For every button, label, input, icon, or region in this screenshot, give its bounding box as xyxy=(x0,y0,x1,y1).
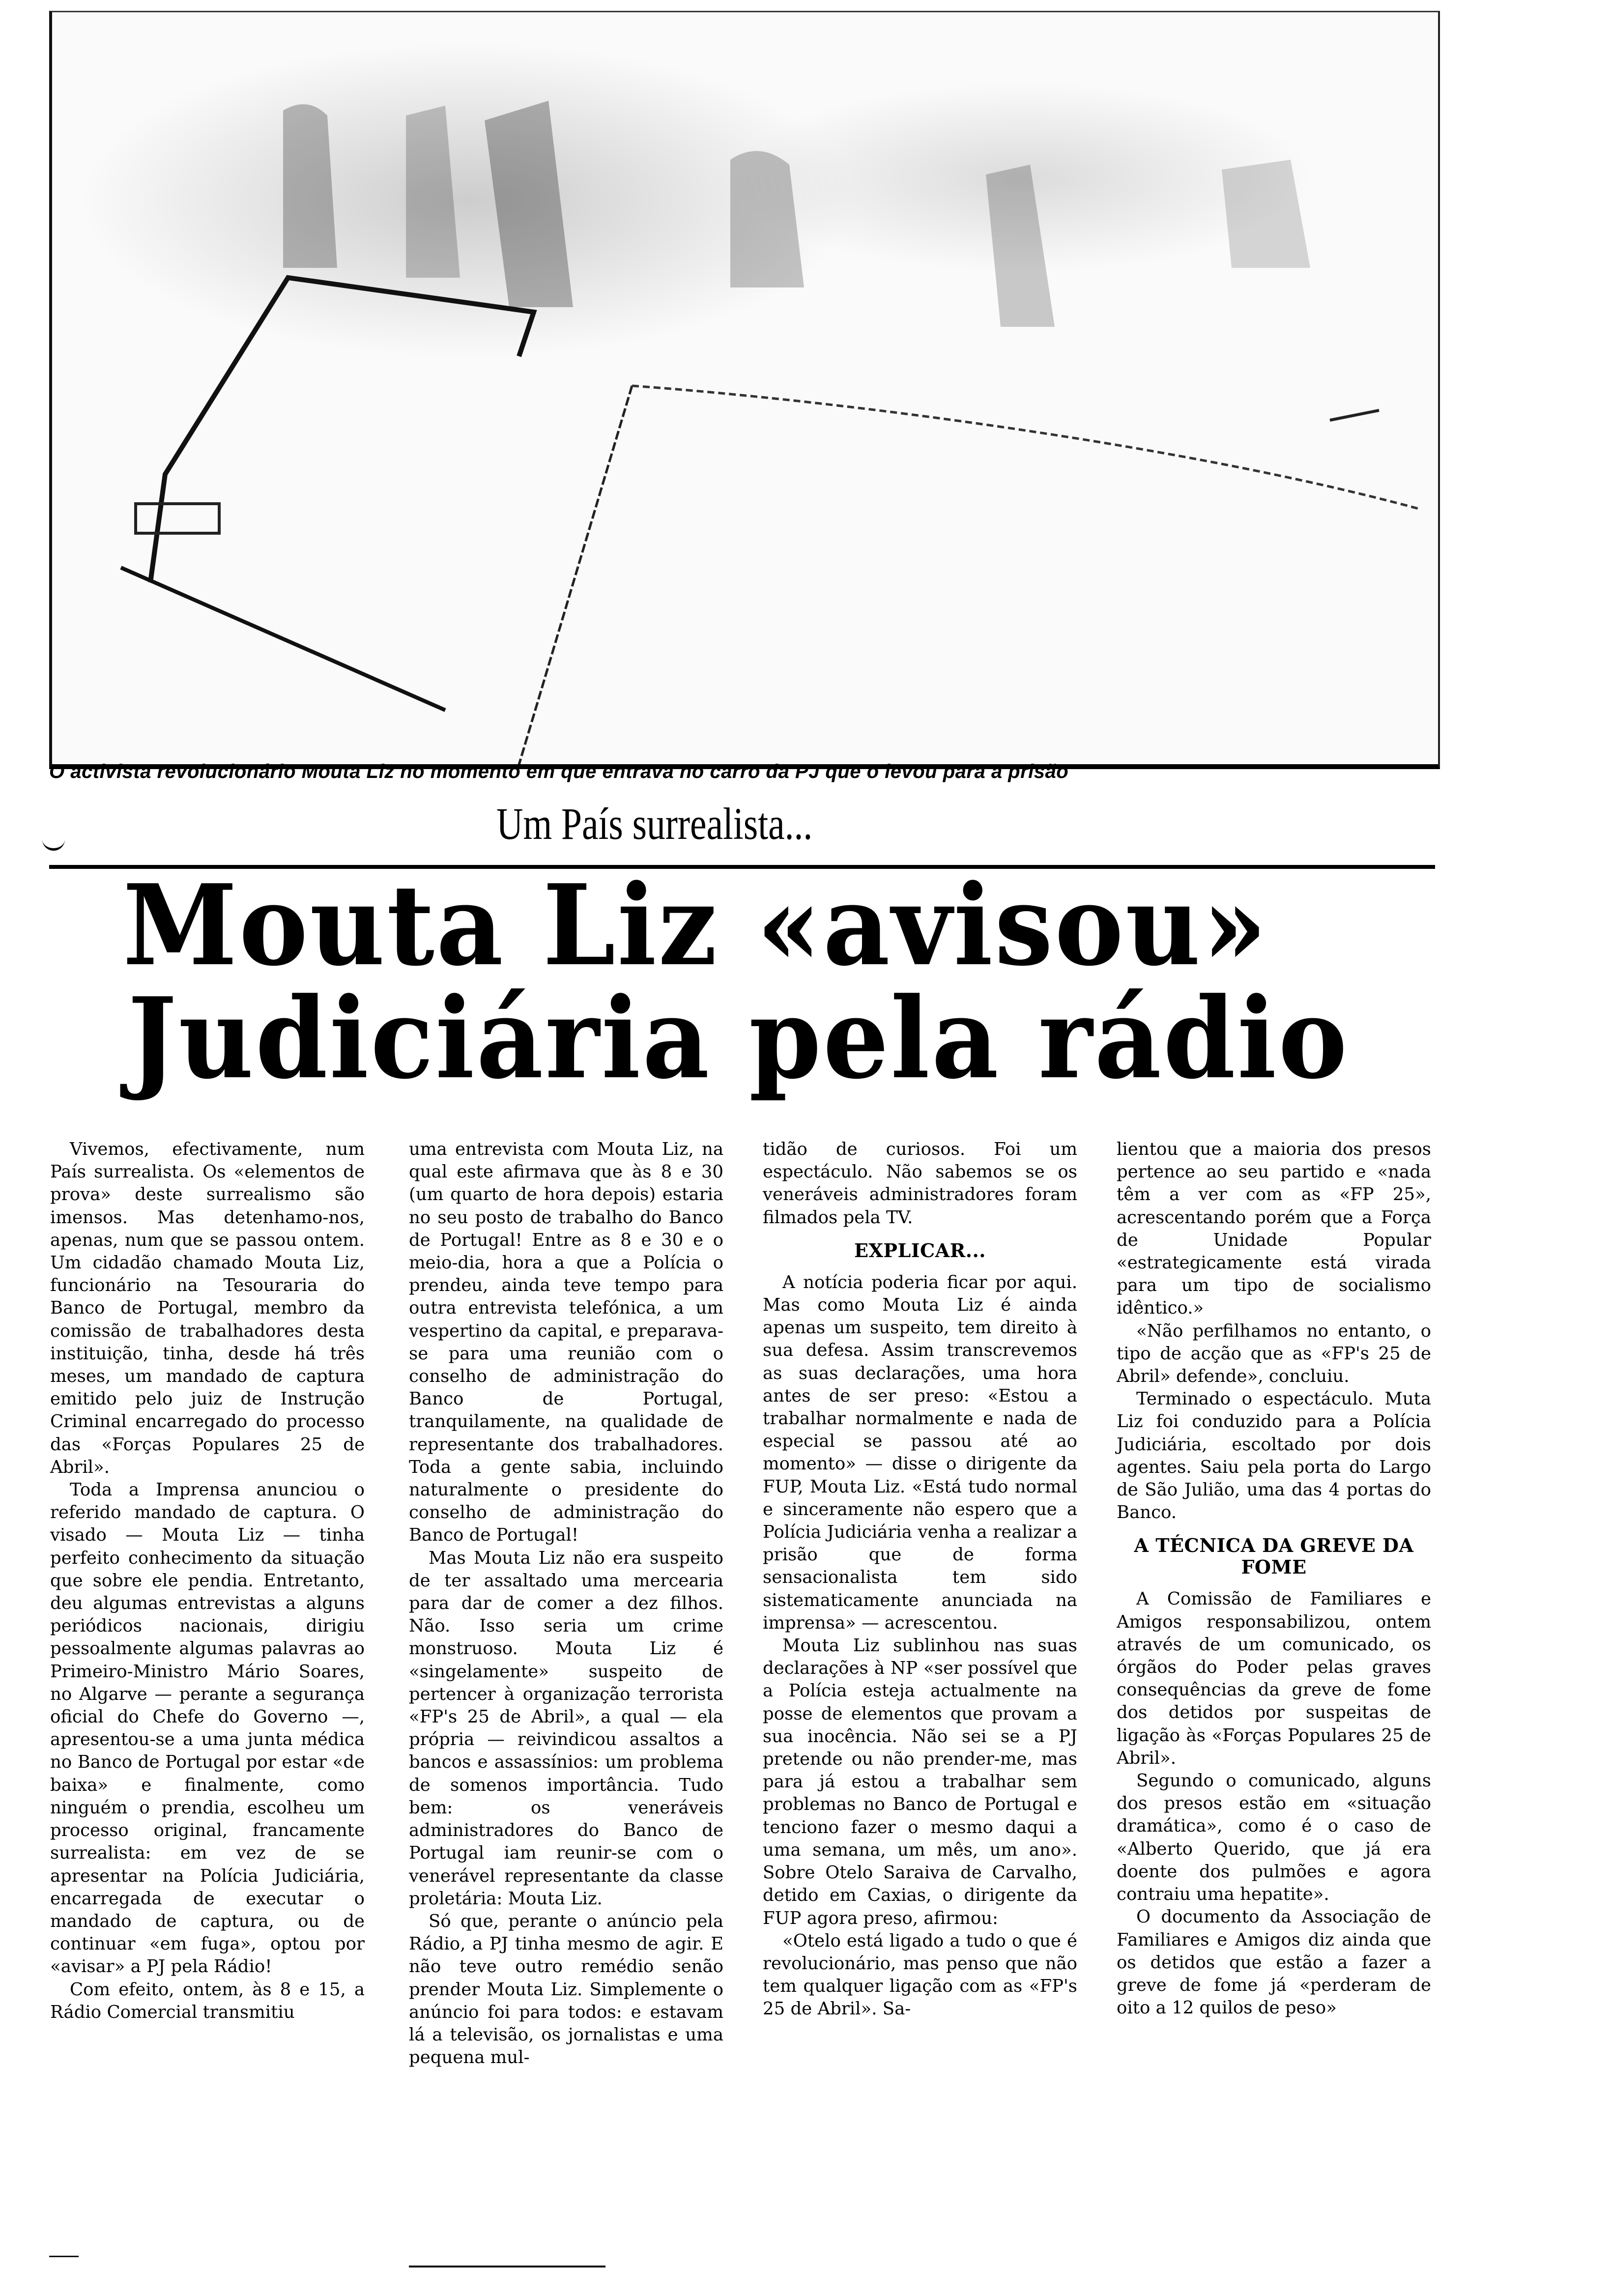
paragraph: Só que, perante o anúncio pela Rádio, a PJ tinha mesmo de agir. E não teve outro remédio senão prender Mouta Liz. Simplemente o anúncio foi para todos: e estavam lá a televisão, os jornalistas e uma pequena mul- xyxy=(409,1911,723,2068)
headline-line-1: Mouta Liz «avisou» xyxy=(123,861,1269,991)
paragraph: Mouta Liz sublinhou nas suas declarações à NP «ser possível que a Polícia esteja actualmente na posse de elementos que provam a sua inocência. Não sei se a PJ pretende ou não prender-me, mas para já estou a trabalhar sem problemas no Banco de Portugal e tenciono fazer o mesmo daqui a uma semana, um mês, um ano». Sobre Otelo Saraiva de Carvalho, detido em Caxias, o dirigente da FUP agora preso, afirmou: xyxy=(763,1636,1077,1928)
paragraph: Segundo o comunicado, alguns dos presos estão em «situação dramática», como é o caso de «Alberto Querido, que já era doente dos pulmões e agora contraiu uma hepatite». xyxy=(1117,1771,1431,1905)
paragraph: A Comissão de Familiares e Amigos responsabilizou, ontem através de um comunicado, os órgãos do Poder pelas graves consequências da greve de fome dos detidos por suspeitas de ligação às «Forças Populares 25 de Abril». xyxy=(1117,1589,1431,1768)
paragraph: «Otelo está ligado a tudo o que é revolucionário, mas penso que não tem qualquer ligação com as «FP's 25 de Abril». Sa- xyxy=(763,1930,1077,2019)
paragraph: A notícia poderia ficar por aqui. Mas como Mouta Liz é ainda apenas um suspeito, tem direito à sua defesa. Assim transcrevemos as suas declarações, uma hora antes de ser preso: «Estou a trabalhar normalmente e nada de especial se passou até ao momento» — disse o dirigente da FUP, Mouta Liz. «Está tudo normal e sinceramente não espero que a Polícia Judiciária venha a realizar a prisão que de forma sensacionalista tem sido sistematicamente anunciada na imprensa» — acrescentou. xyxy=(763,1272,1077,1633)
paragraph: tidão de curiosos. Foi um espectáculo. Não sabemos se os veneráveis administradores foram filmados pela TV. xyxy=(763,1139,1077,1228)
article-column-2 xyxy=(409,1138,723,2069)
news-photo xyxy=(49,11,1440,769)
article-column-3 xyxy=(763,1138,1077,2021)
column-end-rule xyxy=(49,2256,79,2257)
article-kicker: Um País surrealista... xyxy=(496,799,813,849)
photo-scene-graphic xyxy=(52,12,1438,764)
subheading-tecnica-greve-fome: A TÉCNICA DA GREVE DA FOME xyxy=(1134,1534,1414,1578)
paragraph: Toda a Imprensa anunciou o referido mandado de captura. O visado — Mouta Liz — tinha perfeito conhecimento da situação que sobre ele pendia. Entretanto, deu algumas entrevistas a alguns periódicos nacionais, dirigiu pessoalmente algumas palavras ao Primeiro-Ministro Mário Soares, no Algarve — perante a segurança oficial do Chefe do Governo —, apresentou-se a uma junta médica no Banco de Portugal por estar «de baixa» e finalmente, como ninguém o prendia, escolheu um processo original, francamente surrealista: em vez de se apresentar na Polícia Judiciária, encarregada de executar o mandado de captura, ou de continuar «em fuga», optou por «avisar» a PJ pela Rádio! xyxy=(50,1480,365,1977)
paragraph: Com efeito, ontem, às 8 e 15, a Rádio Comercial transmitiu xyxy=(50,1979,365,2022)
article-column-4 xyxy=(1117,1138,1431,2019)
column-end-rule xyxy=(409,2266,605,2267)
paragraph: uma entrevista com Mouta Liz, na qual este afirmava que às 8 e 30 (um quarto de hora depois) estaria no seu posto de trabalho do Banco de Portugal! Entre as 8 e 30 e o meio-dia, hora a que a Polícia o prendeu, ainda teve tempo para outra entrevista telefónica, a um vespertino da capital, e preparava-se para uma reunião com o conselho de administração do Banco de Portugal, tranquilamente, na qualidade de representante dos trabalhadores. Toda a gente sabia, incluindo naturalmente o presidente do conselho de administração do Banco de Portugal! xyxy=(409,1139,723,1546)
paragraph: Terminado o espectáculo. Muta Liz foi conduzido para a Polícia Judiciária, escoltado por dois agentes. Saiu pela porta do Largo de São Julião, uma das 4 portas do Banco. xyxy=(1117,1389,1431,1523)
paragraph: «Não perfilhamos no entanto, o tipo de acção que as «FP's 25 de Abril» defende», concluiu. xyxy=(1117,1320,1431,1387)
photo-caption: O activista revolucionário Mouta Liz no momento em que entrava no carro da PJ que o levou para a prisão xyxy=(49,761,1069,782)
paragraph: Vivemos, efectivamente, num País surrealista. Os «elementos de prova» deste surrealismo são imensos. Mas detenhamo-nos, apenas, num que se passou ontem. Um cidadão chamado Mouta Liz, funcionário na Tesouraria do Banco de Portugal, membro da comissão de trabalhadores desta instituição, tinha, desde há três meses, um mandado de captura emitido pelo juiz de Instrução Criminal encarregado do processo das «Forças Populares 25 de Abril». xyxy=(50,1139,365,1477)
article-column-1 xyxy=(50,1138,365,2024)
headline-line-2: Judiciária pela rádio xyxy=(128,974,1349,1104)
paragraph: lientou que a maioria dos presos pertence ao seu partido e «nada têm a ver com as «FP 25», acrescentando porém que a Força de Unidade Popular «estrategicamente está virada para um tipo de socialismo idêntico.» xyxy=(1117,1139,1431,1319)
paragraph: O documento da Associação de Familiares e Amigos diz ainda que os detidos que estão a fazer a greve de fome já «perderam de oito a 12 quilos de peso» xyxy=(1117,1907,1431,2018)
paragraph: Mas Mouta Liz não era suspeito de ter assaltado uma mercearia para dar de comer a dez filhos. Não. Isso seria um crime monstruoso. Mouta Liz é «singelamente» suspeito de pertencer à organização terrorista «FP's 25 de Abril», a qual — ela própria — reivindicou assaltos a bancos e assassínios: um problema de somenos importância. Tudo bem: os veneráveis administradores do Banco de Portugal iam reunir-se com o venerável representante da classe proletária: Mouta Liz. xyxy=(409,1548,723,1909)
subheading-explicar: EXPLICAR... xyxy=(854,1239,986,1262)
margin-mark xyxy=(42,835,65,851)
